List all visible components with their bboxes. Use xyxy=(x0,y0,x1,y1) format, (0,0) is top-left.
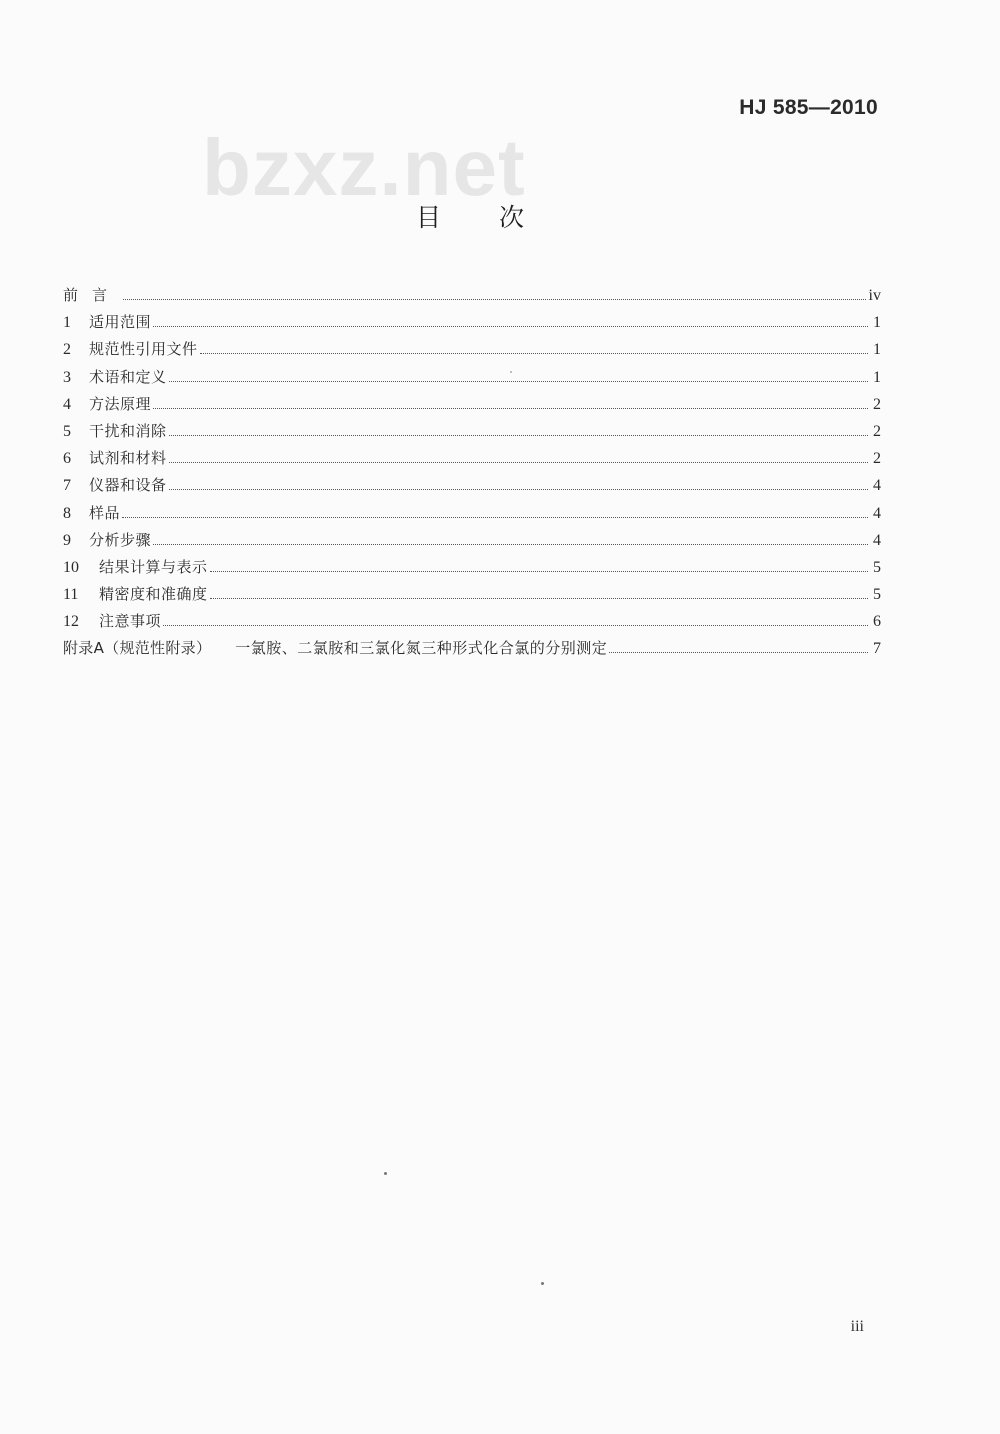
toc-title: 目次 xyxy=(415,203,582,232)
toc-leader-dots xyxy=(153,543,868,545)
toc-entry-label: 方法原理 xyxy=(89,394,152,413)
toc-entry-label: 适用范围 xyxy=(89,313,152,332)
toc-entry-page: 1 xyxy=(873,341,881,359)
standard-code: HJ 585—2010 xyxy=(739,96,878,119)
toc-entry-appendix-a[interactable] xyxy=(63,637,881,664)
toc-entry-number: 11 xyxy=(63,586,79,604)
toc-entry-9[interactable] xyxy=(63,529,881,556)
toc-entry-number: 4 xyxy=(63,395,71,413)
watermark: bzxz.net xyxy=(202,123,526,212)
toc-leader-dots xyxy=(169,434,868,436)
toc-entry-page: 5 xyxy=(873,558,881,576)
toc-entry-page: 1 xyxy=(873,314,881,332)
toc-entry-number: 1 xyxy=(63,314,71,332)
scan-speck xyxy=(541,1282,544,1285)
toc-leader-dots xyxy=(210,597,868,599)
toc-entry-label: 注意事项 xyxy=(99,612,162,631)
toc-leader-dots xyxy=(169,461,868,463)
toc-entry-7[interactable] xyxy=(63,474,881,501)
toc-entry-page: 2 xyxy=(873,422,881,440)
toc-entry-label: 规范性引用文件 xyxy=(89,340,198,359)
toc-entry-label: 试剂和材料 xyxy=(89,449,167,468)
toc-appendix-prefix: 附录A（规范性附录） xyxy=(63,639,212,658)
toc-entry-page: 2 xyxy=(873,395,881,413)
toc-entry-number: 10 xyxy=(63,558,79,576)
toc-leader-dots xyxy=(153,407,868,409)
toc-entry-page: 5 xyxy=(873,586,881,604)
toc-entry-preface[interactable] xyxy=(63,284,881,311)
toc-entry-label: 一氯胺、二氯胺和三氯化氮三种形式化合氯的分别测定 xyxy=(235,639,608,658)
toc-entry-number: 8 xyxy=(63,504,71,522)
toc-entry-label: 干扰和消除 xyxy=(89,421,167,440)
toc-entry-12[interactable] xyxy=(63,610,881,637)
toc-leader-dots xyxy=(163,624,868,626)
toc-leader-dots xyxy=(153,325,868,327)
toc-entry-label: 前言 xyxy=(63,286,122,304)
toc-entry-label: 仪器和设备 xyxy=(89,476,167,495)
toc-entry-page: 4 xyxy=(873,477,881,495)
toc-entry-page: iv xyxy=(868,287,881,304)
toc-leader-dots xyxy=(609,651,868,653)
scan-speck xyxy=(510,371,512,373)
toc-entry-6[interactable] xyxy=(63,447,881,474)
toc-entry-label: 精密度和准确度 xyxy=(99,585,208,604)
toc-entry-number: 6 xyxy=(63,450,71,468)
toc-entry-page: 4 xyxy=(873,531,881,549)
toc-entry-number: 2 xyxy=(63,341,71,359)
toc-entry-page: 4 xyxy=(873,504,881,522)
toc-leader-dots xyxy=(200,352,868,354)
toc-entry-4[interactable] xyxy=(63,393,881,420)
toc-entry-2[interactable] xyxy=(63,338,881,365)
toc-entry-page: 2 xyxy=(873,450,881,468)
toc-entry-3[interactable] xyxy=(63,366,881,393)
toc-entry-page: 6 xyxy=(873,613,881,631)
toc-entry-number: 7 xyxy=(63,477,71,495)
toc-entry-label: 术语和定义 xyxy=(89,367,167,386)
scan-speck xyxy=(384,1172,387,1175)
toc-entry-label: 分析步骤 xyxy=(89,530,152,549)
toc-leader-dots xyxy=(122,516,868,518)
toc-entry-number: 3 xyxy=(63,368,71,386)
toc-leader-dots xyxy=(169,488,868,490)
toc-entry-page: 7 xyxy=(873,640,881,658)
toc-entry-page: 1 xyxy=(873,368,881,386)
toc-entry-label: 样品 xyxy=(89,503,121,522)
table-of-contents xyxy=(63,284,881,665)
toc-entry-label: 结果计算与表示 xyxy=(99,557,208,576)
toc-leader-dots xyxy=(123,298,866,300)
toc-entry-number: 12 xyxy=(63,613,79,631)
toc-entry-number: 9 xyxy=(63,531,71,549)
toc-entry-1[interactable] xyxy=(63,311,881,338)
toc-entry-number: 5 xyxy=(63,422,71,440)
toc-leader-dots xyxy=(210,570,868,572)
page-number: iii xyxy=(850,1318,864,1335)
toc-entry-11[interactable] xyxy=(63,583,881,610)
toc-entry-5[interactable] xyxy=(63,420,881,447)
toc-entry-10[interactable] xyxy=(63,556,881,583)
toc-leader-dots xyxy=(169,380,868,382)
toc-entry-8[interactable] xyxy=(63,502,881,529)
